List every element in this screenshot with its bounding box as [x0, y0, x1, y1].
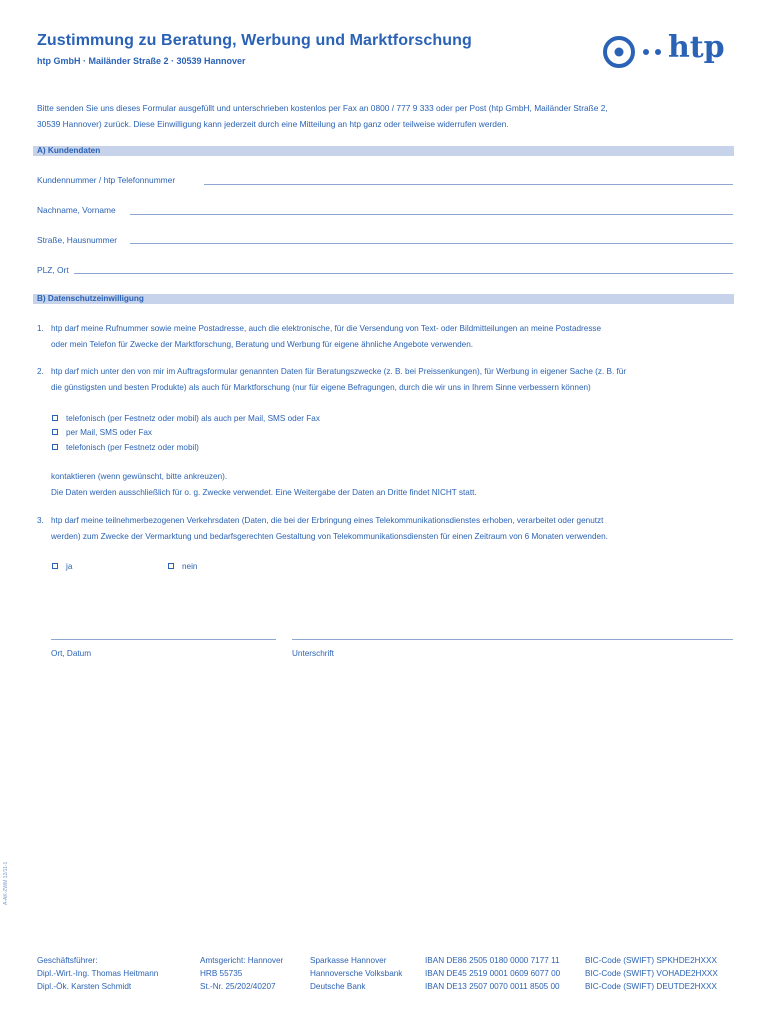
option-yes[interactable] [52, 560, 72, 572]
item-number: 3. [37, 516, 44, 525]
footer-line: Geschäftsführer: [37, 956, 98, 965]
company-address: htp GmbH · Mailänder Straße 2 · 30539 Hannover [37, 56, 246, 66]
item-line: Die Daten werden ausschließlich für o. g. Zwecke verwendet. Eine Weitergabe der Daten an Dritte findet NICHT statt. [51, 488, 477, 497]
customer-number-label: Kundennummer / htp Telefonnummer [37, 175, 176, 185]
consent-item-1 [37, 321, 737, 353]
item-line: die günstigsten und besten Produkte) als auch für Marktforschung (nur für eigene Befragungen, durch die wir uns in Ihrem Sinne verbessern können) [51, 383, 591, 392]
place-date-label: Ort, Datum [51, 649, 92, 658]
section-a-heading: A) Kundendaten [33, 146, 734, 156]
footer-line: IBAN DE45 2519 0001 0609 6077 00 [425, 969, 561, 978]
zip-city-input[interactable] [74, 261, 733, 273]
footer-line: IBAN DE13 2507 0070 0011 8505 00 [425, 982, 560, 991]
item-line: werden) zum Zwecke der Vermarktung und bedarfsgerechten Gestaltung von Telekommunikationsdiensten für einen Zeitraum von 6 Monaten verwenden. [51, 532, 608, 541]
signature-label: Unterschrift [292, 649, 334, 658]
footer-line: BIC-Code (SWIFT) SPKHDE2HXXX [585, 956, 717, 965]
footer-line: BIC-Code (SWIFT) VOHADE2HXXX [585, 969, 718, 978]
signature-line[interactable] [292, 639, 733, 640]
footer-banks [310, 954, 402, 993]
option-label: telefonisch (per Festnetz oder mobil) als auch per Mail, SMS oder Fax [66, 413, 320, 423]
htp-logo [602, 30, 737, 74]
footer-line: St.-Nr. 25/202/40207 [200, 982, 276, 991]
footer-registry [200, 954, 283, 993]
option-no[interactable] [168, 560, 197, 572]
intro-line: Bitte senden Sie uns dieses Formular ausgefüllt und unterschrieben kostenlos per Fax an 0800 / 777 9 333 oder per Post (htp GmbH, Mailänder Straße 2, [37, 103, 608, 113]
footer-line: Deutsche Bank [310, 982, 366, 991]
item-number: 1. [37, 324, 44, 333]
checkbox[interactable] [52, 429, 58, 435]
contact-option-phone[interactable] [52, 441, 199, 453]
page-title: Zustimmung zu Beratung, Werbung und Marktforschung [37, 32, 472, 49]
item-text [51, 513, 737, 545]
checkbox[interactable] [52, 563, 58, 569]
option-label: ja [66, 561, 73, 571]
item-line: oder mein Telefon für Zwecke der Marktforschung, Beratung und Werbung für eigene ähnliche Angebote verwenden. [51, 340, 474, 349]
item-number: 2. [37, 367, 44, 376]
consent-item-2 [37, 364, 737, 396]
footer-line: Dipl.-Wirt.-Ing. Thomas Heitmann [37, 969, 159, 978]
item-2-footer [51, 469, 737, 501]
footer-line: Dipl.-Ök. Karsten Schmidt [37, 982, 132, 991]
name-label: Nachname, Vorname [37, 205, 116, 215]
footer-iban [425, 954, 560, 993]
option-label: telefonisch (per Festnetz oder mobil) [66, 442, 199, 452]
street-field[interactable] [130, 243, 733, 244]
item-text [51, 364, 737, 396]
item-line: kontaktieren (wenn gewünscht, bitte ankreuzen). [51, 472, 228, 481]
footer-line: Amtsgericht: Hannover [200, 956, 284, 965]
footer-bic [585, 954, 718, 993]
place-date-line[interactable] [51, 639, 276, 640]
logo-wordmark: htp [668, 30, 725, 65]
contact-option-phone-mail[interactable] [52, 412, 320, 424]
form-code: A-AK-ZWM 12/11-1 [3, 861, 9, 905]
customer-number-input[interactable] [204, 172, 733, 184]
name-input[interactable] [130, 202, 733, 214]
customer-number-field[interactable] [204, 184, 733, 185]
name-field[interactable] [130, 214, 733, 215]
footer-line: HRB 55735 [200, 969, 243, 978]
item-line: htp darf meine Rufnummer sowie meine Postadresse, auch die elektronische, für die Versendung von Text- oder Bildmitteilungen an meine Postadresse [51, 324, 602, 333]
contact-option-mail[interactable] [52, 426, 152, 438]
option-label: per Mail, SMS oder Fax [66, 427, 152, 437]
item-text [51, 321, 737, 353]
option-label: nein [182, 561, 198, 571]
footer-line: IBAN DE86 2505 0180 0000 7177 11 [425, 956, 560, 965]
item-line: htp darf mich unter den von mir im Auftragsformular genannten Daten für Beratungszwecke (z. B. bei Preissenkungen), für Werbung in eigener Sache (z. B. für [51, 367, 627, 376]
zip-city-label: PLZ, Ort [37, 265, 69, 275]
footer-line: BIC-Code (SWIFT) DEUTDE2HXXX [585, 982, 717, 991]
street-label: Straße, Hausnummer [37, 235, 118, 245]
item-line: htp darf meine teilnehmerbezogenen Verkehrsdaten (Daten, die bei der Erbringung eines Telekommunikationsdienstes erhoben, verarbeitet oder genutzt [51, 516, 604, 525]
zip-city-field[interactable] [74, 273, 733, 274]
checkbox[interactable] [168, 563, 174, 569]
footer-line: Hannoversche Volksbank [310, 969, 403, 978]
intro-line: 30539 Hannover) zurück. Diese Einwilligung kann jederzeit durch eine Mitteilung an htp ganz oder teilweise widerrufen werden. [37, 119, 509, 129]
footer-management [37, 954, 158, 993]
section-b-heading: B) Datenschutzeinwilligung [33, 294, 734, 304]
consent-item-3 [37, 513, 737, 545]
footer-line: Sparkasse Hannover [310, 956, 387, 965]
street-input[interactable] [130, 231, 733, 243]
intro-text [37, 100, 737, 132]
checkbox[interactable] [52, 444, 58, 450]
checkbox[interactable] [52, 415, 58, 421]
